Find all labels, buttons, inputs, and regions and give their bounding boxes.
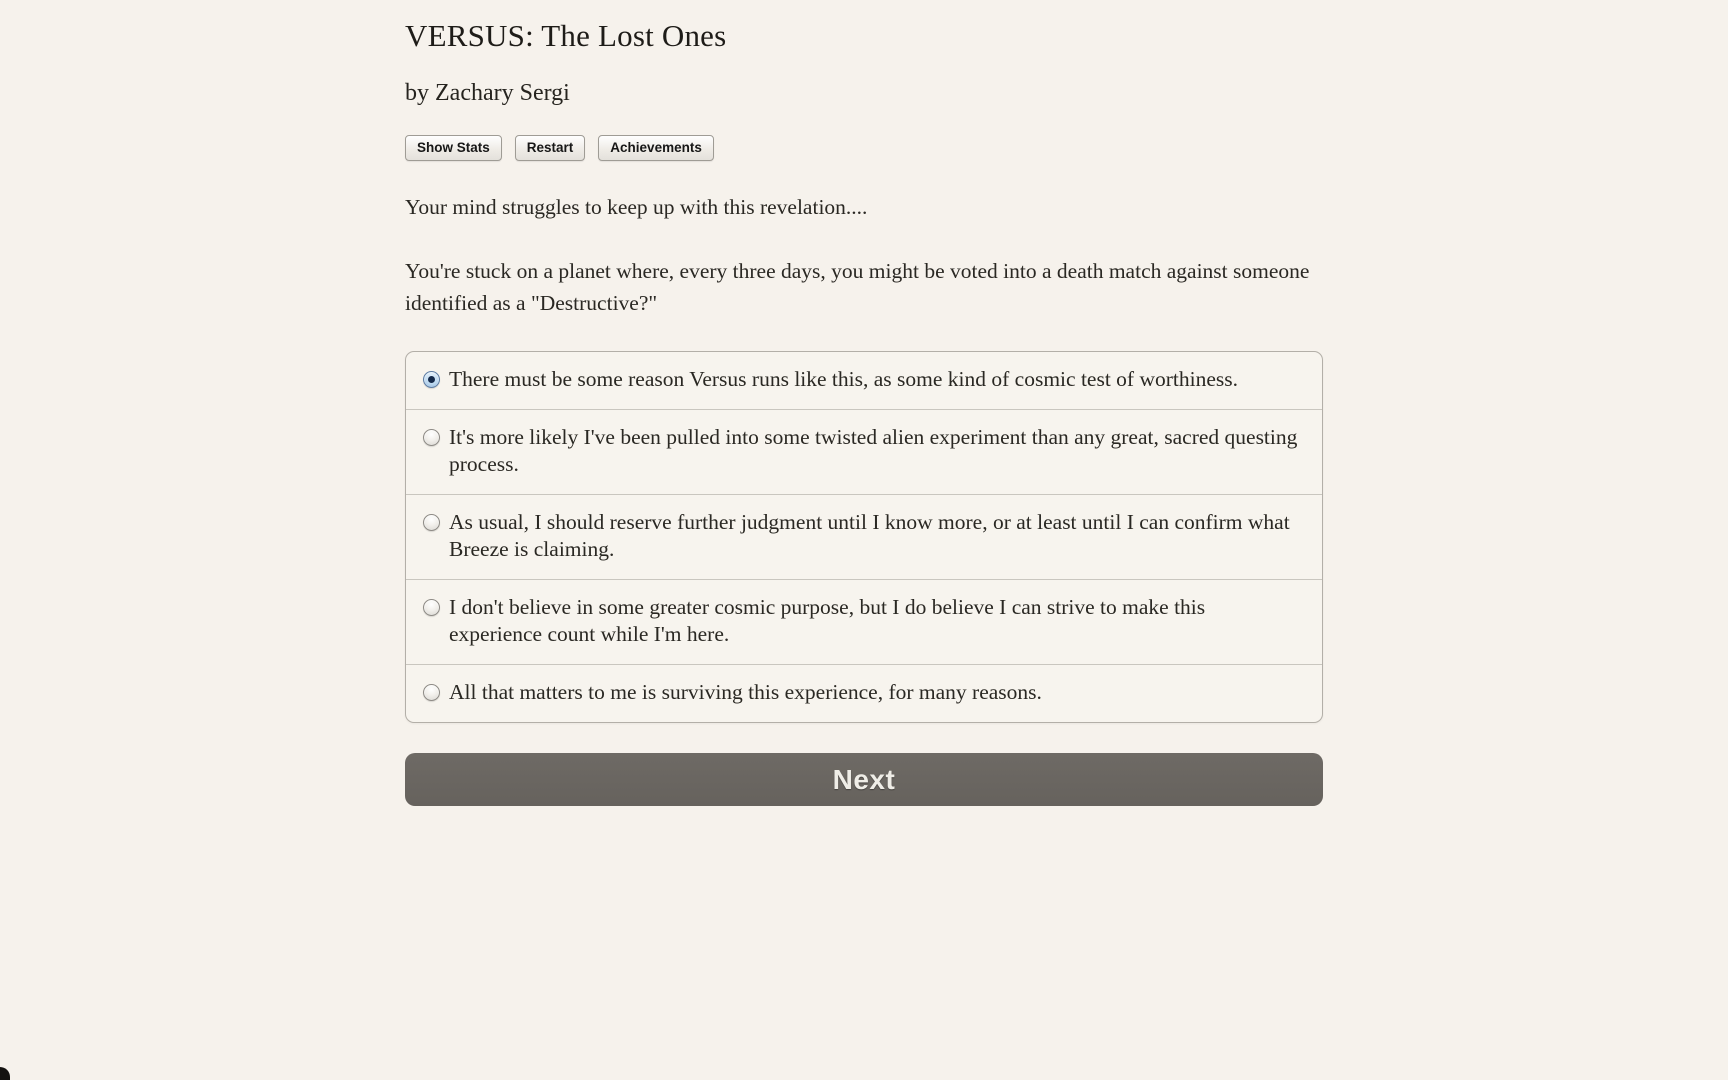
screen-corner-artifact <box>0 1067 10 1080</box>
story-paragraph: You're stuck on a planet where, every three days, you might be voted into a death match against someone identified as a "Destructive?" <box>405 259 1310 315</box>
page-title: VERSUS: The Lost Ones <box>405 18 727 53</box>
choice-radio-1[interactable] <box>423 371 440 388</box>
choice-radio-5[interactable] <box>423 684 440 701</box>
story-paragraph: Your mind struggles to keep up with this revelation.... <box>405 195 868 219</box>
show-stats-button[interactable]: Show Stats <box>405 135 502 161</box>
choice-radio-4[interactable] <box>423 599 440 616</box>
choice-label-2: It's more likely I've been pulled into some twisted alien experiment than any great, sacred questing process. <box>449 425 1298 476</box>
story-page <box>405 0 1323 806</box>
choice-label-3: As usual, I should reserve further judgment until I know more, or at least until I can confirm what Breeze is claiming. <box>449 510 1290 561</box>
toolbar <box>405 135 1323 161</box>
restart-button[interactable]: Restart <box>515 135 586 161</box>
choices-group <box>405 351 1323 723</box>
choice-radio-2[interactable] <box>423 429 440 446</box>
choice-option-5[interactable] <box>406 665 1322 722</box>
choice-option-3[interactable] <box>406 495 1322 580</box>
next-button[interactable]: Next <box>405 753 1323 806</box>
choice-option-2[interactable] <box>406 410 1322 495</box>
author-byline: by Zachary Sergi <box>405 80 570 106</box>
choice-label-4: I don't believe in some greater cosmic purpose, but I do believe I can strive to make this experience count while I'm here. <box>449 595 1206 646</box>
choice-radio-3[interactable] <box>423 514 440 531</box>
choice-option-4[interactable] <box>406 580 1322 665</box>
choice-label-1: There must be some reason Versus runs like this, as some kind of cosmic test of worthiness. <box>449 367 1239 391</box>
achievements-button[interactable]: Achievements <box>598 135 714 161</box>
story-text <box>405 191 1323 319</box>
choice-option-1[interactable] <box>406 352 1322 410</box>
choice-label-5: All that matters to me is surviving this experience, for many reasons. <box>449 680 1042 704</box>
